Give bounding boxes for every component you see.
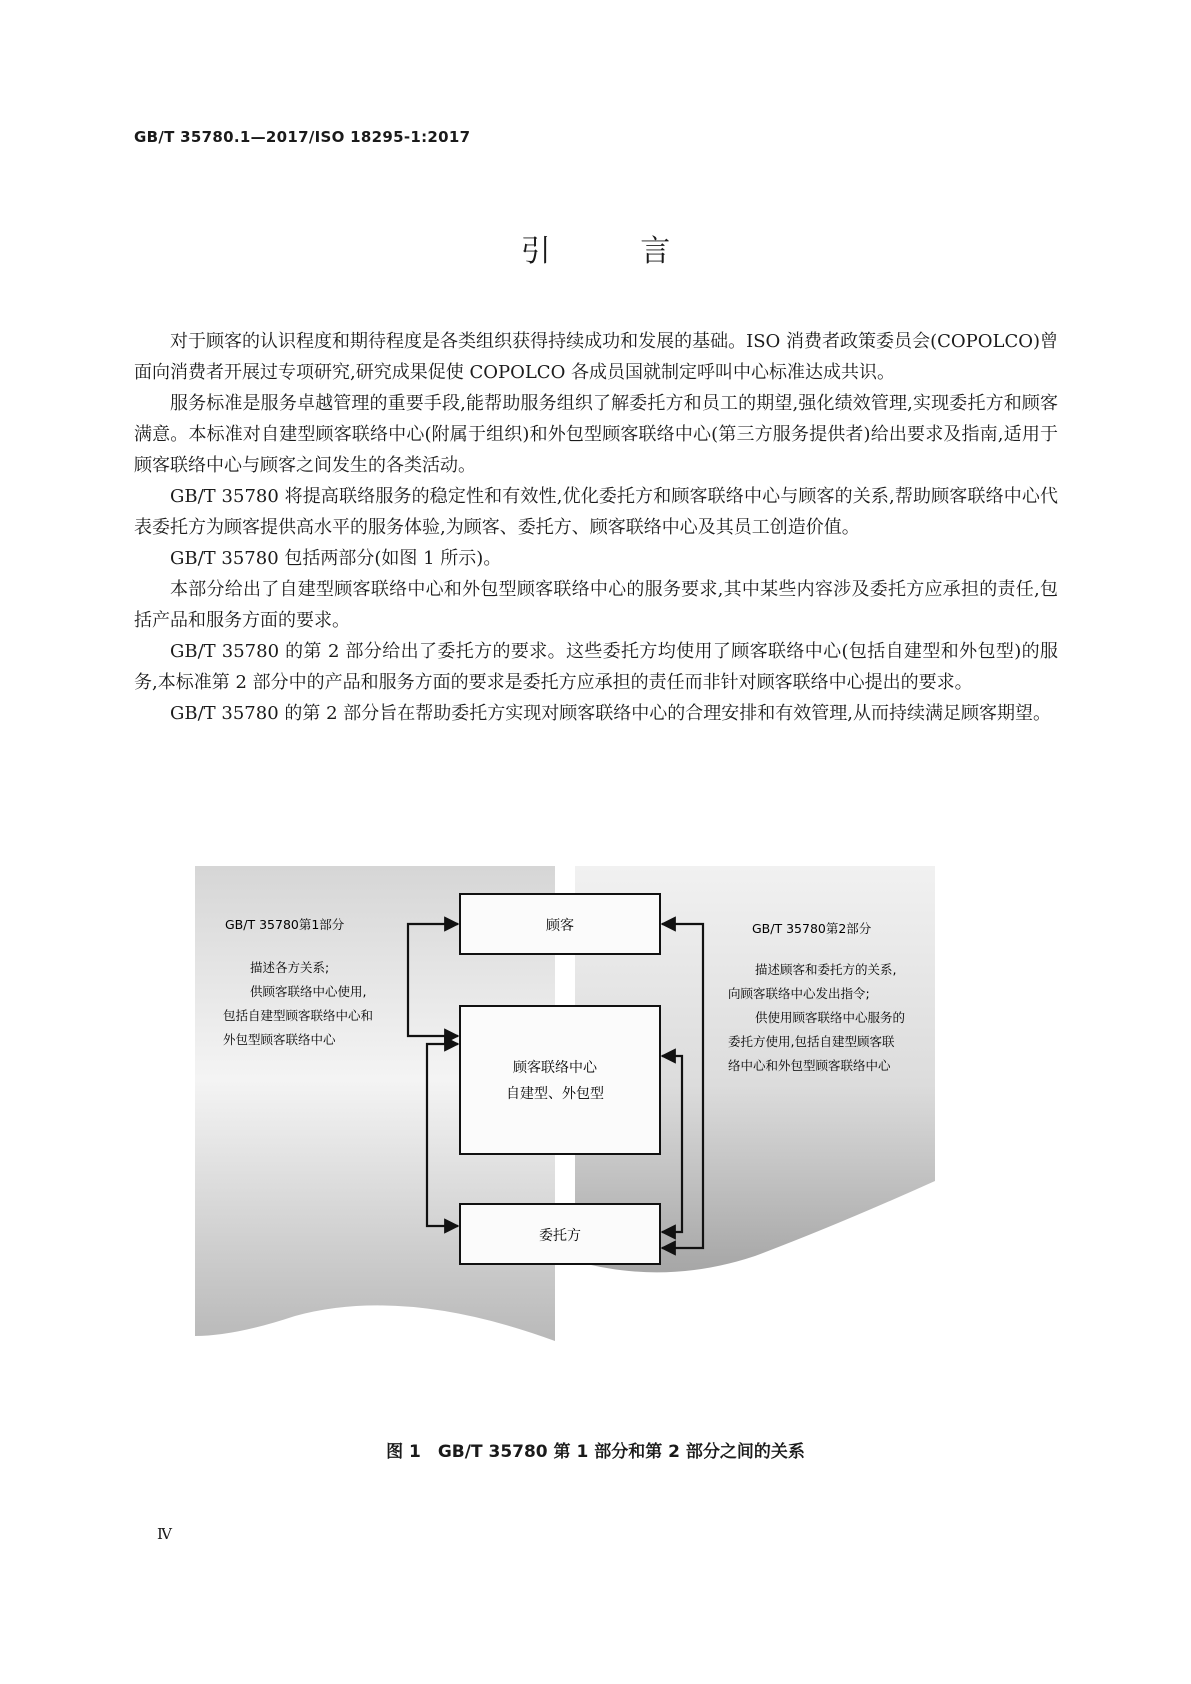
part2-line: 向顾客联络中心发出指令; (728, 986, 870, 1001)
paragraph: 本部分给出了自建型顾客联络中心和外包型顾客联络中心的服务要求,其中某些内容涉及委托方应承担的责任,包括产品和服务方面的要求。 (134, 579, 1058, 631)
paragraph: GB/T 35780 将提高联络服务的稳定性和有效性,优化委托方和顾客联络中心与顾客的关系,帮助顾客联络中心代表委托方为顾客提供高水平的服务体验,为顾客、委托方、顾客联络中心及其员工创造价值。 (134, 486, 1058, 538)
part1-heading: GB/T 35780第1部分 (225, 917, 345, 932)
relationship-diagram (195, 866, 995, 1366)
paragraph: GB/T 35780 包括两部分(如图 1 所示)。 (170, 548, 502, 569)
page-title: 引 言 (520, 234, 711, 269)
part2-heading: GB/T 35780第2部分 (752, 921, 872, 936)
paragraph: GB/T 35780 的第 2 部分给出了委托方的要求。这些委托方均使用了顾客联络中心(包括自建型和外包型)的服务,本标准第 2 部分中的产品和服务方面的要求是委托方应承担的责任而非针对顾客联络中心提出的要求。 (134, 641, 1058, 693)
document-header: GB/T 35780.1—2017/ISO 18295-1:2017 (134, 128, 471, 146)
relationship-figure (195, 866, 995, 1366)
part1-line: 外包型顾客联络中心 (223, 1032, 336, 1047)
contact-center-type-label: 自建型、外包型 (506, 1086, 604, 1102)
contact-center-label: 顾客联络中心 (513, 1060, 597, 1076)
part1-line: 包括自建型顾客联络中心和 (223, 1008, 374, 1023)
part2-line: 描述顾客和委托方的关系, (755, 962, 897, 977)
contact-center-box (460, 1006, 660, 1154)
paragraph: 对于顾客的认识程度和期待程度是各类组织获得持续成功和发展的基础。ISO 消费者政策委员会(COPOLCO)曾面向消费者开展过专项研究,研究成果促使 COPOLCO 各成员国就制定呼叫中心标准达成共识。 (134, 331, 1058, 383)
part1-line: 描述各方关系; (250, 960, 330, 975)
figure-caption: 图 1 GB/T 35780 第 1 部分和第 2 部分之间的关系 (386, 1442, 805, 1462)
customer-label: 顾客 (546, 918, 574, 934)
page-number: Ⅳ (157, 1525, 172, 1543)
part2-line: 络中心和外包型顾客联络中心 (728, 1058, 891, 1073)
part1-line: 供顾客联络中心使用, (250, 984, 367, 999)
paragraph: 服务标准是服务卓越管理的重要手段,能帮助服务组织了解委托方和员工的期望,强化绩效管理,实现委托方和顾客满意。本标准对自建型顾客联络中心(附属于组织)和外包型顾客联络中心(第三方服务提供者)给出要求及指南,适用于顾客联络中心与顾客之间发生的各类活动。 (134, 393, 1058, 476)
client-label: 委托方 (539, 1228, 581, 1244)
paragraph: GB/T 35780 的第 2 部分旨在帮助委托方实现对顾客联络中心的合理安排和有效管理,从而持续满足顾客期望。 (170, 703, 1051, 724)
introduction-body (134, 326, 1058, 729)
part2-line: 供使用顾客联络中心服务的 (755, 1010, 906, 1025)
part2-line: 委托方使用,包括自建型顾客联 (728, 1034, 895, 1049)
